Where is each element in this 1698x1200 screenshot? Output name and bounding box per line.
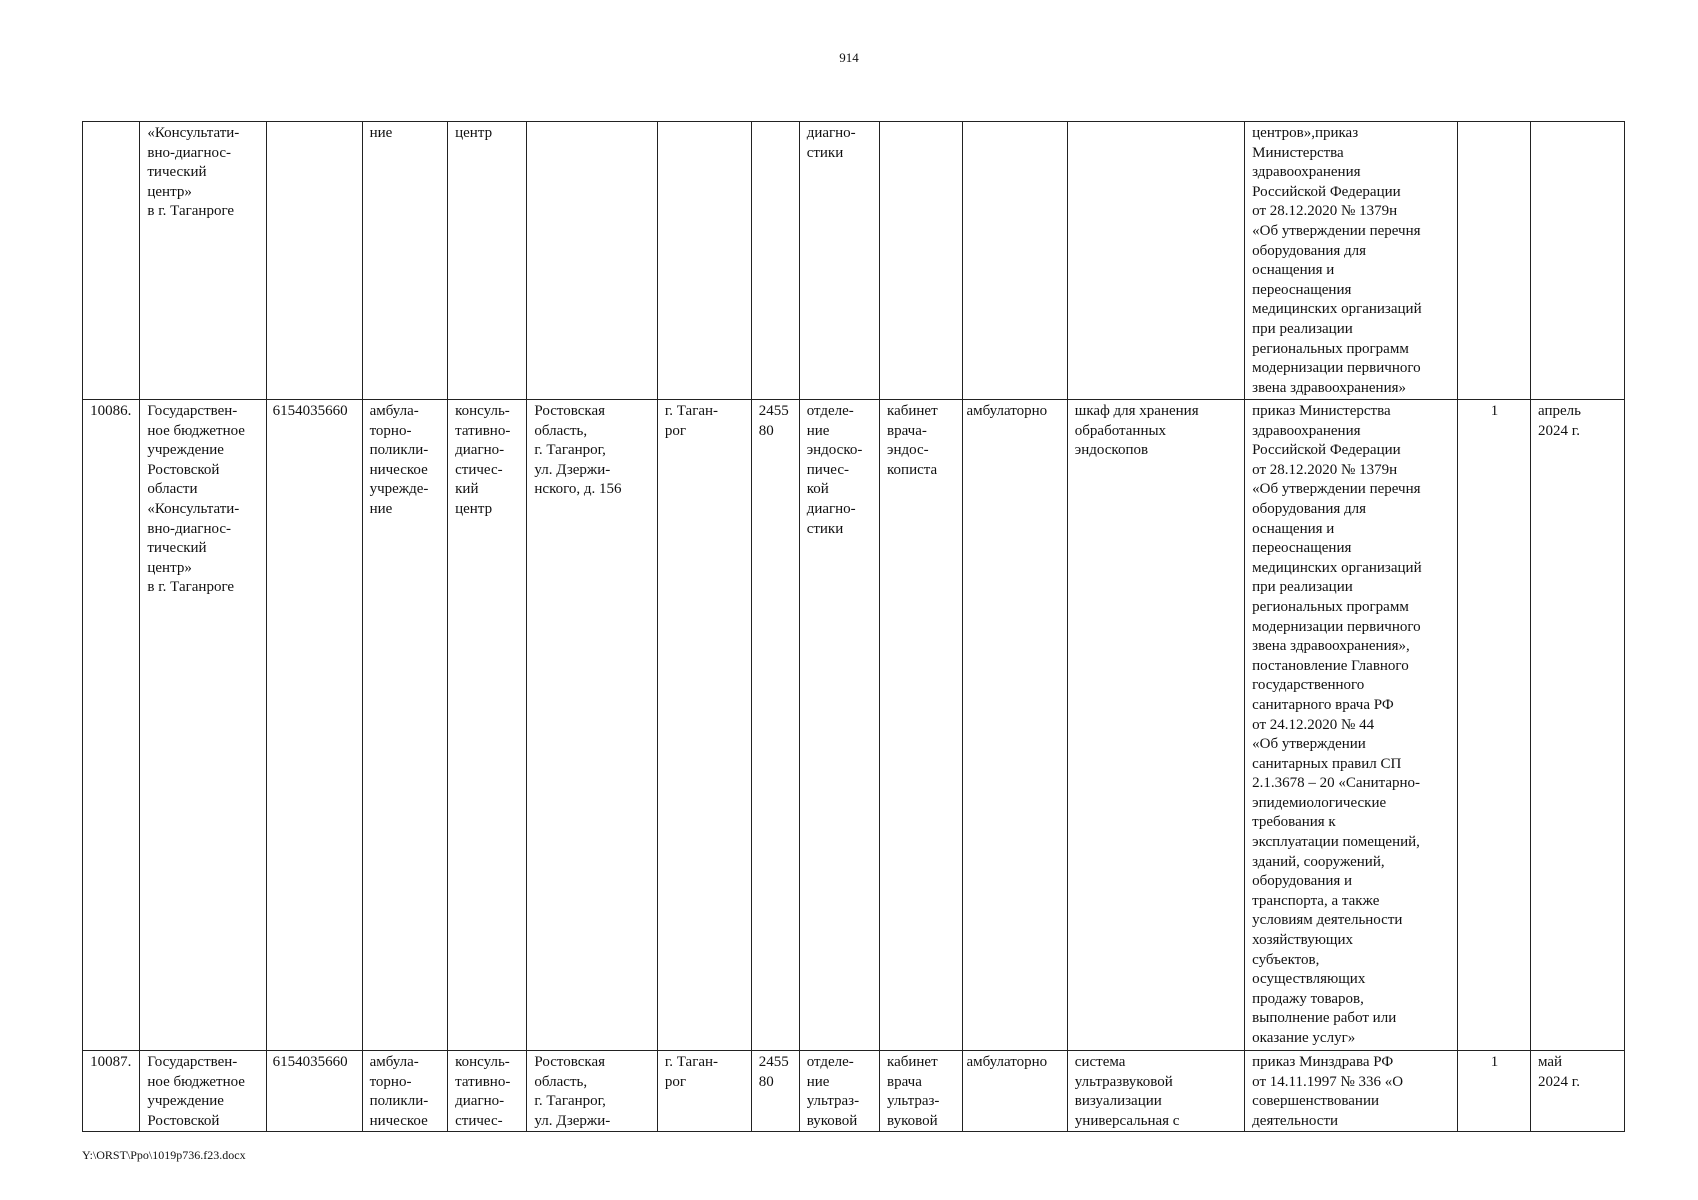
organization-cell: «Консультати- вно-диагнос- тический центр» в г. Таганроге — [140, 122, 266, 400]
room-cell: кабинет врача ультраз- вуковой — [880, 1051, 963, 1132]
address-cell — [527, 122, 657, 400]
row-number-cell — [83, 122, 140, 400]
inn-cell — [266, 122, 362, 400]
row-number-cell: 10087. — [83, 1051, 140, 1132]
quantity-cell: 1 — [1457, 1051, 1530, 1132]
inn-cell: 6154035660 — [266, 1051, 362, 1132]
address-cell: Ростовская область, г. Таганрог, ул. Дзержи- — [527, 1051, 657, 1132]
equipment-table — [82, 121, 1625, 1132]
organization-cell: Государствен- ное бюджетное учреждение Ростовской области «Консультати- вно-диагнос- тический центр» в г. Таганроге — [140, 400, 266, 1051]
city-cell: г. Таган- рог — [657, 1051, 751, 1132]
org-type-cell: ние — [362, 122, 448, 400]
city-cell — [657, 122, 751, 400]
room-cell: кабинет врача- эндос- кописта — [880, 400, 963, 1051]
equipment-cell: система ультразвуковой визуализации универсальная с — [1067, 1051, 1244, 1132]
inn-cell: 6154035660 — [266, 400, 362, 1051]
org-profile-cell: консуль- тативно- диагно- стичес- — [448, 1051, 527, 1132]
table-row — [83, 122, 1625, 400]
table-row — [83, 1051, 1625, 1132]
code-cell: 2455 80 — [751, 400, 799, 1051]
address-cell: Ростовская область, г. Таганрог, ул. Дзержи- нского, д. 156 — [527, 400, 657, 1051]
date-cell: май 2024 г. — [1531, 1051, 1625, 1132]
equipment-cell — [1067, 122, 1244, 400]
care-type-cell: амбулаторно — [963, 1051, 1067, 1132]
equipment-cell: шкаф для хранения обработанных эндоскопов — [1067, 400, 1244, 1051]
footer-file-path: Y:\ORST\Ppo\1019p736.f23.docx — [82, 1148, 246, 1162]
basis-cell: приказ Минздрава РФ от 14.11.1997 № 336 «О совершенствовании деятельности — [1245, 1051, 1458, 1132]
org-type-cell: амбула- торно- поликли- ническое — [362, 1051, 448, 1132]
date-cell — [1531, 122, 1625, 400]
room-cell — [880, 122, 963, 400]
org-type-cell: амбула- торно- поликли- ническое учрежде- ние — [362, 400, 448, 1051]
org-profile-cell: центр — [448, 122, 527, 400]
row-number-cell: 10086. — [83, 400, 140, 1051]
care-type-cell — [963, 122, 1067, 400]
basis-cell: приказ Министерства здравоохранения Российской Федерации от 28.12.2020 № 1379н «Об утверждении перечня оборудования для оснащения и переоснащения медицинских организаций при реализации региональных программ модернизации первичного звена здравоохранения», постановление Главного государственного санитарного врача РФ от 24.12.2020 № 44 «Об утверждении санитарных правил СП 2.1.3678 – 20 «Санитарно- эпидемиологические требования к эксплуатации помещений, зданий, сооружений, оборудования и транспорта, а также условиям деятельности хозяйствующих субъектов, осуществляющих продажу товаров, выполнение работ или оказание услуг» — [1245, 400, 1458, 1051]
quantity-cell — [1457, 122, 1530, 400]
city-cell: г. Таган- рог — [657, 400, 751, 1051]
care-type-cell: амбулаторно — [963, 400, 1067, 1051]
code-cell — [751, 122, 799, 400]
code-cell: 2455 80 — [751, 1051, 799, 1132]
department-cell: отделе- ние ультраз- вуковой — [799, 1051, 879, 1132]
date-cell: апрель 2024 г. — [1531, 400, 1625, 1051]
quantity-cell: 1 — [1457, 400, 1530, 1051]
table-row — [83, 400, 1625, 1051]
organization-cell: Государствен- ное бюджетное учреждение Ростовской — [140, 1051, 266, 1132]
org-profile-cell: консуль- тативно- диагно- стичес- кий центр — [448, 400, 527, 1051]
department-cell: диагно- стики — [799, 122, 879, 400]
basis-cell: центров»,приказ Министерства здравоохранения Российской Федерации от 28.12.2020 № 1379н «Об утверждении перечня оборудования для оснащения и переоснащения медицинских организаций при реализации региональных программ модернизации первичного звена здравоохранения» — [1245, 122, 1458, 400]
page-number: 914 — [839, 50, 859, 65]
department-cell: отделе- ние эндоско- пичес- кой диагно- стики — [799, 400, 879, 1051]
